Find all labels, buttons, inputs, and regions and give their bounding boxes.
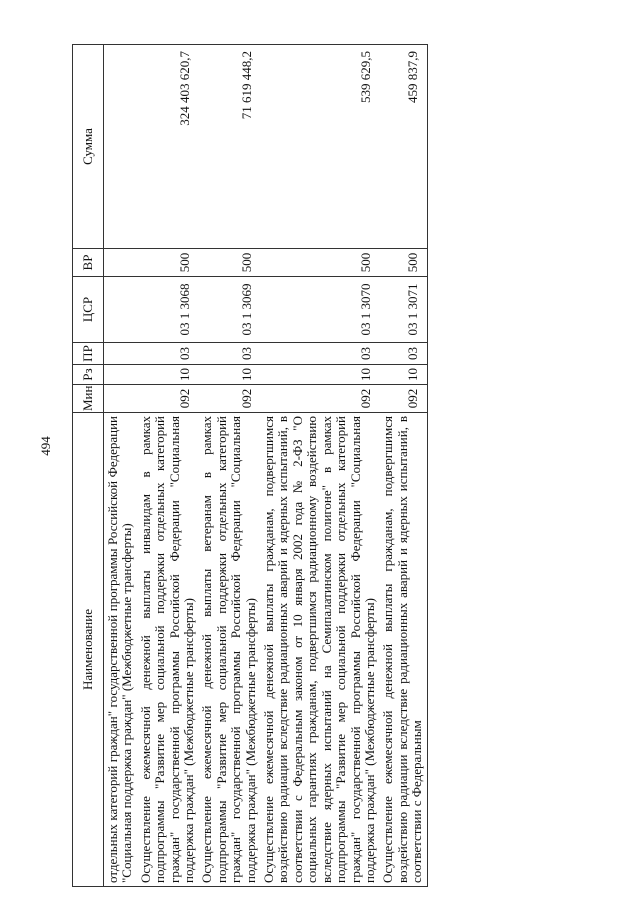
row-min: 092 — [379, 385, 427, 413]
row-csr: 03 1 3068 — [137, 277, 199, 343]
row-min: 092 — [137, 385, 199, 413]
row-name: Осуществление ежемесячной денежной выплаты гражданам, подвергшимся воздействию радиации вследствие радиационных аварий и ядерных испытаний, в соответствии с Федеральным законом от 10 января 2002 года № 2-ФЗ "О социальных гарантиях гражданам, подвергшимся радиационному воздействию вследствие ядерных испытаний на Семипалатинском полигоне" в рамках подпрограммы "Развитие мер социальной поддержки отдельных категорий граждан" государственной программы Российской Федерации "Социальная поддержка граждан" (Межбюджетные трансферты) — [260, 413, 379, 887]
row-sum: 459 837,9 — [379, 45, 427, 249]
table-row — [137, 45, 199, 887]
table-row — [104, 45, 137, 887]
row-name: отдельных категорий граждан" государственной программы Российской Федерации "Социальная поддержка граждан" (Межбюджетные трансферты) — [104, 413, 137, 887]
row-min: 092 — [198, 385, 260, 413]
row-csr: 03 1 3069 — [198, 277, 260, 343]
table-row — [260, 45, 379, 887]
header-min: Мин — [73, 385, 104, 413]
row-pr: 03 — [379, 343, 427, 365]
header-name: Наименование — [73, 413, 104, 887]
header-pr: ПР — [73, 343, 104, 365]
budget-table — [72, 44, 428, 887]
header-csr: ЦСР — [73, 277, 104, 343]
table-header-row — [73, 45, 104, 887]
row-pr: 03 — [260, 343, 379, 365]
row-vr: 500 — [137, 249, 199, 277]
row-name: Осуществление ежемесячной денежной выплаты ветеранам в рамках подпрограммы "Развитие мер социальной поддержки отдельных категорий граждан" государственной программы Российской Федерации "Социальная поддержка граждан" (Межбюджетные трансферты) — [198, 413, 260, 887]
row-sum: 71 619 448,2 — [198, 45, 260, 249]
table-row — [198, 45, 260, 887]
row-csr: 03 1 3071 — [379, 277, 427, 343]
row-rz: 10 — [260, 365, 379, 385]
header-vr: ВР — [73, 249, 104, 277]
row-vr — [104, 249, 137, 277]
row-pr: 03 — [137, 343, 199, 365]
row-pr — [104, 343, 137, 365]
row-csr — [104, 277, 137, 343]
row-vr: 500 — [260, 249, 379, 277]
page-number: 494 — [38, 436, 53, 456]
budget-table-rotated — [72, 45, 602, 887]
row-rz: 10 — [198, 365, 260, 385]
row-pr: 03 — [198, 343, 260, 365]
row-min: 092 — [260, 385, 379, 413]
row-vr: 500 — [379, 249, 427, 277]
row-sum: 539 629,5 — [260, 45, 379, 249]
row-name: Осуществление ежемесячной денежной выплаты гражданам, подвергшимся воздействию радиации вследствие радиационных аварий и ядерных испытаний, в соответствии с Федеральным — [379, 413, 427, 887]
row-rz: 10 — [379, 365, 427, 385]
header-rz: Рз — [73, 365, 104, 385]
row-name: Осуществление ежемесячной денежной выплаты инвалидам в рамках подпрограммы "Развитие мер социальной поддержки отдельных категорий граждан" государственной программы Российской Федерации "Социальная поддержка граждан" (Межбюджетные трансферты) — [137, 413, 199, 887]
row-sum: 324 403 620,7 — [137, 45, 199, 249]
row-csr: 03 1 3070 — [260, 277, 379, 343]
table-row — [379, 45, 427, 887]
row-vr: 500 — [198, 249, 260, 277]
row-min — [104, 385, 137, 413]
row-rz: 10 — [137, 365, 199, 385]
row-sum — [104, 45, 137, 249]
row-rz — [104, 365, 137, 385]
header-sum: Сумма — [73, 45, 104, 249]
